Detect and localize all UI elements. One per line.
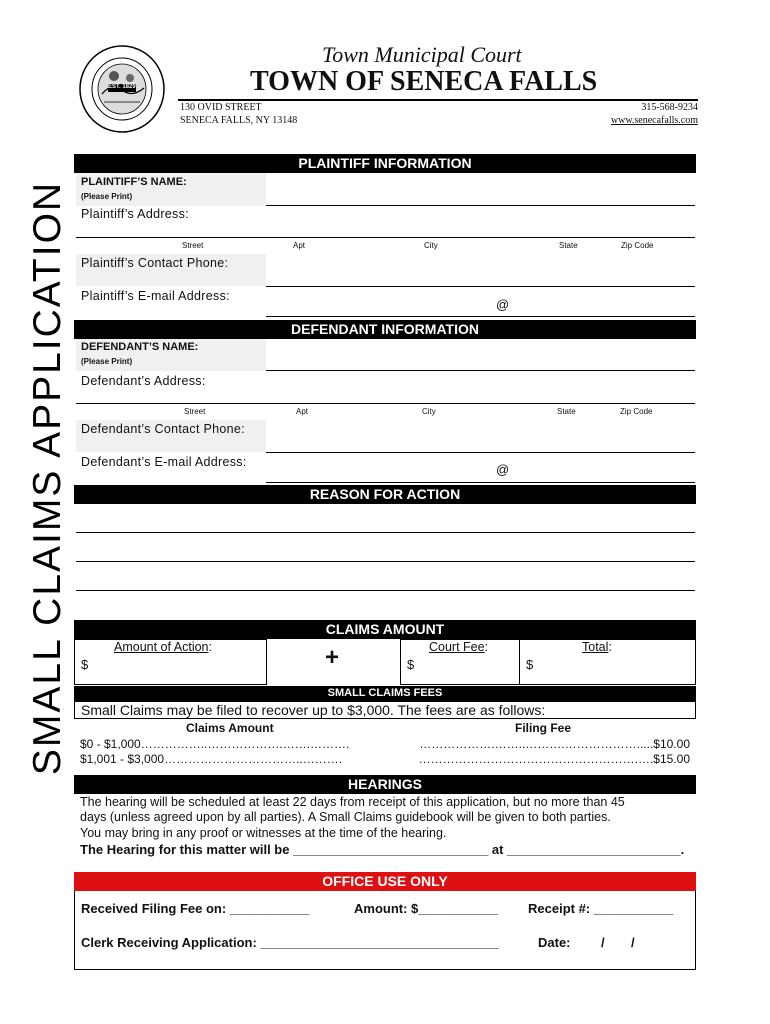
court-name: Town Municipal Court bbox=[322, 42, 522, 67]
phone-number: 315-568-9234 bbox=[641, 102, 698, 113]
defendant-street-label: Street bbox=[184, 407, 206, 416]
plaintiff-state-label: State bbox=[559, 241, 578, 250]
plaintiff-name-note: (Please Print) bbox=[81, 192, 133, 201]
total-label bbox=[582, 640, 612, 654]
plus-icon: + bbox=[325, 644, 340, 671]
website-link[interactable]: www.senecafalls.com bbox=[610, 115, 698, 126]
hearings-line-2: days (unless agreed upon by all parties). A Small Claims guidebook will be given to both parties. bbox=[80, 810, 611, 824]
total-label-text: Total bbox=[582, 640, 609, 654]
amount-dollar-sign: $ bbox=[81, 657, 89, 672]
plaintiff-zip-label: Zip Code bbox=[621, 241, 654, 250]
defendant-email-at: @ bbox=[496, 462, 510, 477]
claims-section-header: CLAIMS AMOUNT bbox=[74, 620, 696, 639]
plaintiff-apt-label: Apt bbox=[293, 241, 306, 250]
side-title: SMALL CLAIMS APPLICATION bbox=[26, 180, 69, 776]
plaintiff-phone-label: Plaintiff’s Contact Phone: bbox=[81, 256, 229, 270]
clerk-receiving-field[interactable]: Clerk Receiving Application: _________________________________ bbox=[81, 935, 499, 950]
court-fee-dollar-sign: $ bbox=[407, 657, 415, 672]
court-fee-label-colon: : bbox=[484, 640, 489, 654]
reason-line-2[interactable] bbox=[76, 561, 695, 562]
amount-label bbox=[114, 640, 212, 654]
plaintiff-city-label: City bbox=[424, 241, 438, 250]
plaintiff-address-field[interactable] bbox=[76, 237, 695, 238]
plaintiff-email-at: @ bbox=[496, 297, 510, 312]
hearings-line-4[interactable]: The Hearing for this matter will be ___________________________ at ________________________. bbox=[80, 842, 685, 857]
defendant-phone-field[interactable] bbox=[266, 452, 695, 453]
amount-field[interactable]: Amount: $___________ bbox=[354, 901, 498, 916]
reason-line-1[interactable] bbox=[76, 532, 695, 533]
defendant-address-field[interactable] bbox=[76, 403, 695, 404]
fees-row-2-fee: ……………………………………………….….$15.00 bbox=[418, 752, 690, 766]
address-line-2: SENECA FALLS, NY 13148 bbox=[180, 115, 298, 126]
plaintiff-street-label: Street bbox=[182, 241, 204, 250]
defendant-name-label: DEFENDANT’S NAME: bbox=[81, 341, 199, 353]
defendant-phone-label: Defendant’s Contact Phone: bbox=[81, 422, 245, 436]
plaintiff-name-label: PLAINTIFF’S NAME: bbox=[81, 176, 187, 188]
plaintiff-phone-field[interactable] bbox=[266, 286, 695, 287]
defendant-state-label: State bbox=[557, 407, 576, 416]
defendant-address-label: Defendant’s Address: bbox=[81, 374, 206, 388]
hearings-section-header: HEARINGS bbox=[74, 775, 696, 794]
plaintiff-email-field[interactable] bbox=[266, 316, 695, 317]
fees-row-2-range: $1,001 - $3,000……………………………..………. bbox=[80, 752, 343, 766]
date-slash-2: / bbox=[631, 935, 635, 950]
fees-intro: Small Claims may be filed to recover up to $3,000. The fees are as follows: bbox=[81, 702, 546, 718]
received-filing-fee-field[interactable]: Received Filing Fee on: ___________ bbox=[81, 901, 310, 916]
plaintiff-name-field[interactable] bbox=[266, 205, 695, 206]
office-section-header: OFFICE USE ONLY bbox=[74, 872, 696, 891]
hearings-line-3: You may bring in any proof or witnesses at the time of the hearing. bbox=[80, 826, 447, 840]
reason-section-header: REASON FOR ACTION bbox=[74, 485, 696, 504]
court-fee-label-text: Court Fee bbox=[429, 640, 485, 654]
defendant-name-note: (Please Print) bbox=[81, 357, 133, 366]
amount-label-colon: : bbox=[208, 640, 212, 654]
defendant-name-field[interactable] bbox=[266, 370, 695, 371]
fees-col-filing-fee: Filing Fee bbox=[515, 721, 572, 735]
seal-est: EST. 1829 bbox=[108, 84, 136, 90]
reason-line-3[interactable] bbox=[76, 590, 695, 591]
total-label-colon: : bbox=[608, 640, 612, 654]
total-dollar-sign: $ bbox=[526, 657, 534, 672]
defendant-email-label: Defendant’s E-mail Address: bbox=[81, 455, 247, 469]
plaintiff-section-header: PLAINTIFF INFORMATION bbox=[74, 154, 696, 173]
fees-col-claims-amount: Claims Amount bbox=[186, 721, 274, 735]
court-fee-label bbox=[429, 640, 488, 654]
defendant-zip-label: Zip Code bbox=[620, 407, 653, 416]
defendant-email-field[interactable] bbox=[266, 482, 695, 483]
hearings-line-1: The hearing will be scheduled at least 22 days from receipt of this application, but no more than 45 bbox=[80, 795, 625, 809]
defendant-section-header: DEFENDANT INFORMATION bbox=[74, 320, 696, 339]
defendant-city-label: City bbox=[422, 407, 436, 416]
date-slash-1: / bbox=[601, 935, 605, 950]
receipt-number-field[interactable]: Receipt #: ___________ bbox=[528, 901, 674, 916]
address-line-1: 130 OVID STREET bbox=[180, 102, 262, 113]
town-title: TOWN OF SENECA FALLS bbox=[250, 66, 598, 97]
amount-label-text: Amount of Action bbox=[114, 640, 209, 654]
plaintiff-address-label: Plaintiff’s Address: bbox=[81, 207, 189, 221]
date-label: Date: bbox=[538, 935, 571, 950]
plaintiff-email-label: Plaintiff’s E-mail Address: bbox=[81, 289, 230, 303]
fees-row-1-range: $0 - $1,000……………..……………….…….………. bbox=[80, 737, 350, 751]
header-rule bbox=[178, 99, 698, 101]
fees-section-header: SMALL CLAIMS FEES bbox=[74, 686, 696, 701]
defendant-apt-label: Apt bbox=[296, 407, 309, 416]
fees-row-1-fee: ……………….……..……….……………….....$10.00 bbox=[419, 737, 690, 751]
